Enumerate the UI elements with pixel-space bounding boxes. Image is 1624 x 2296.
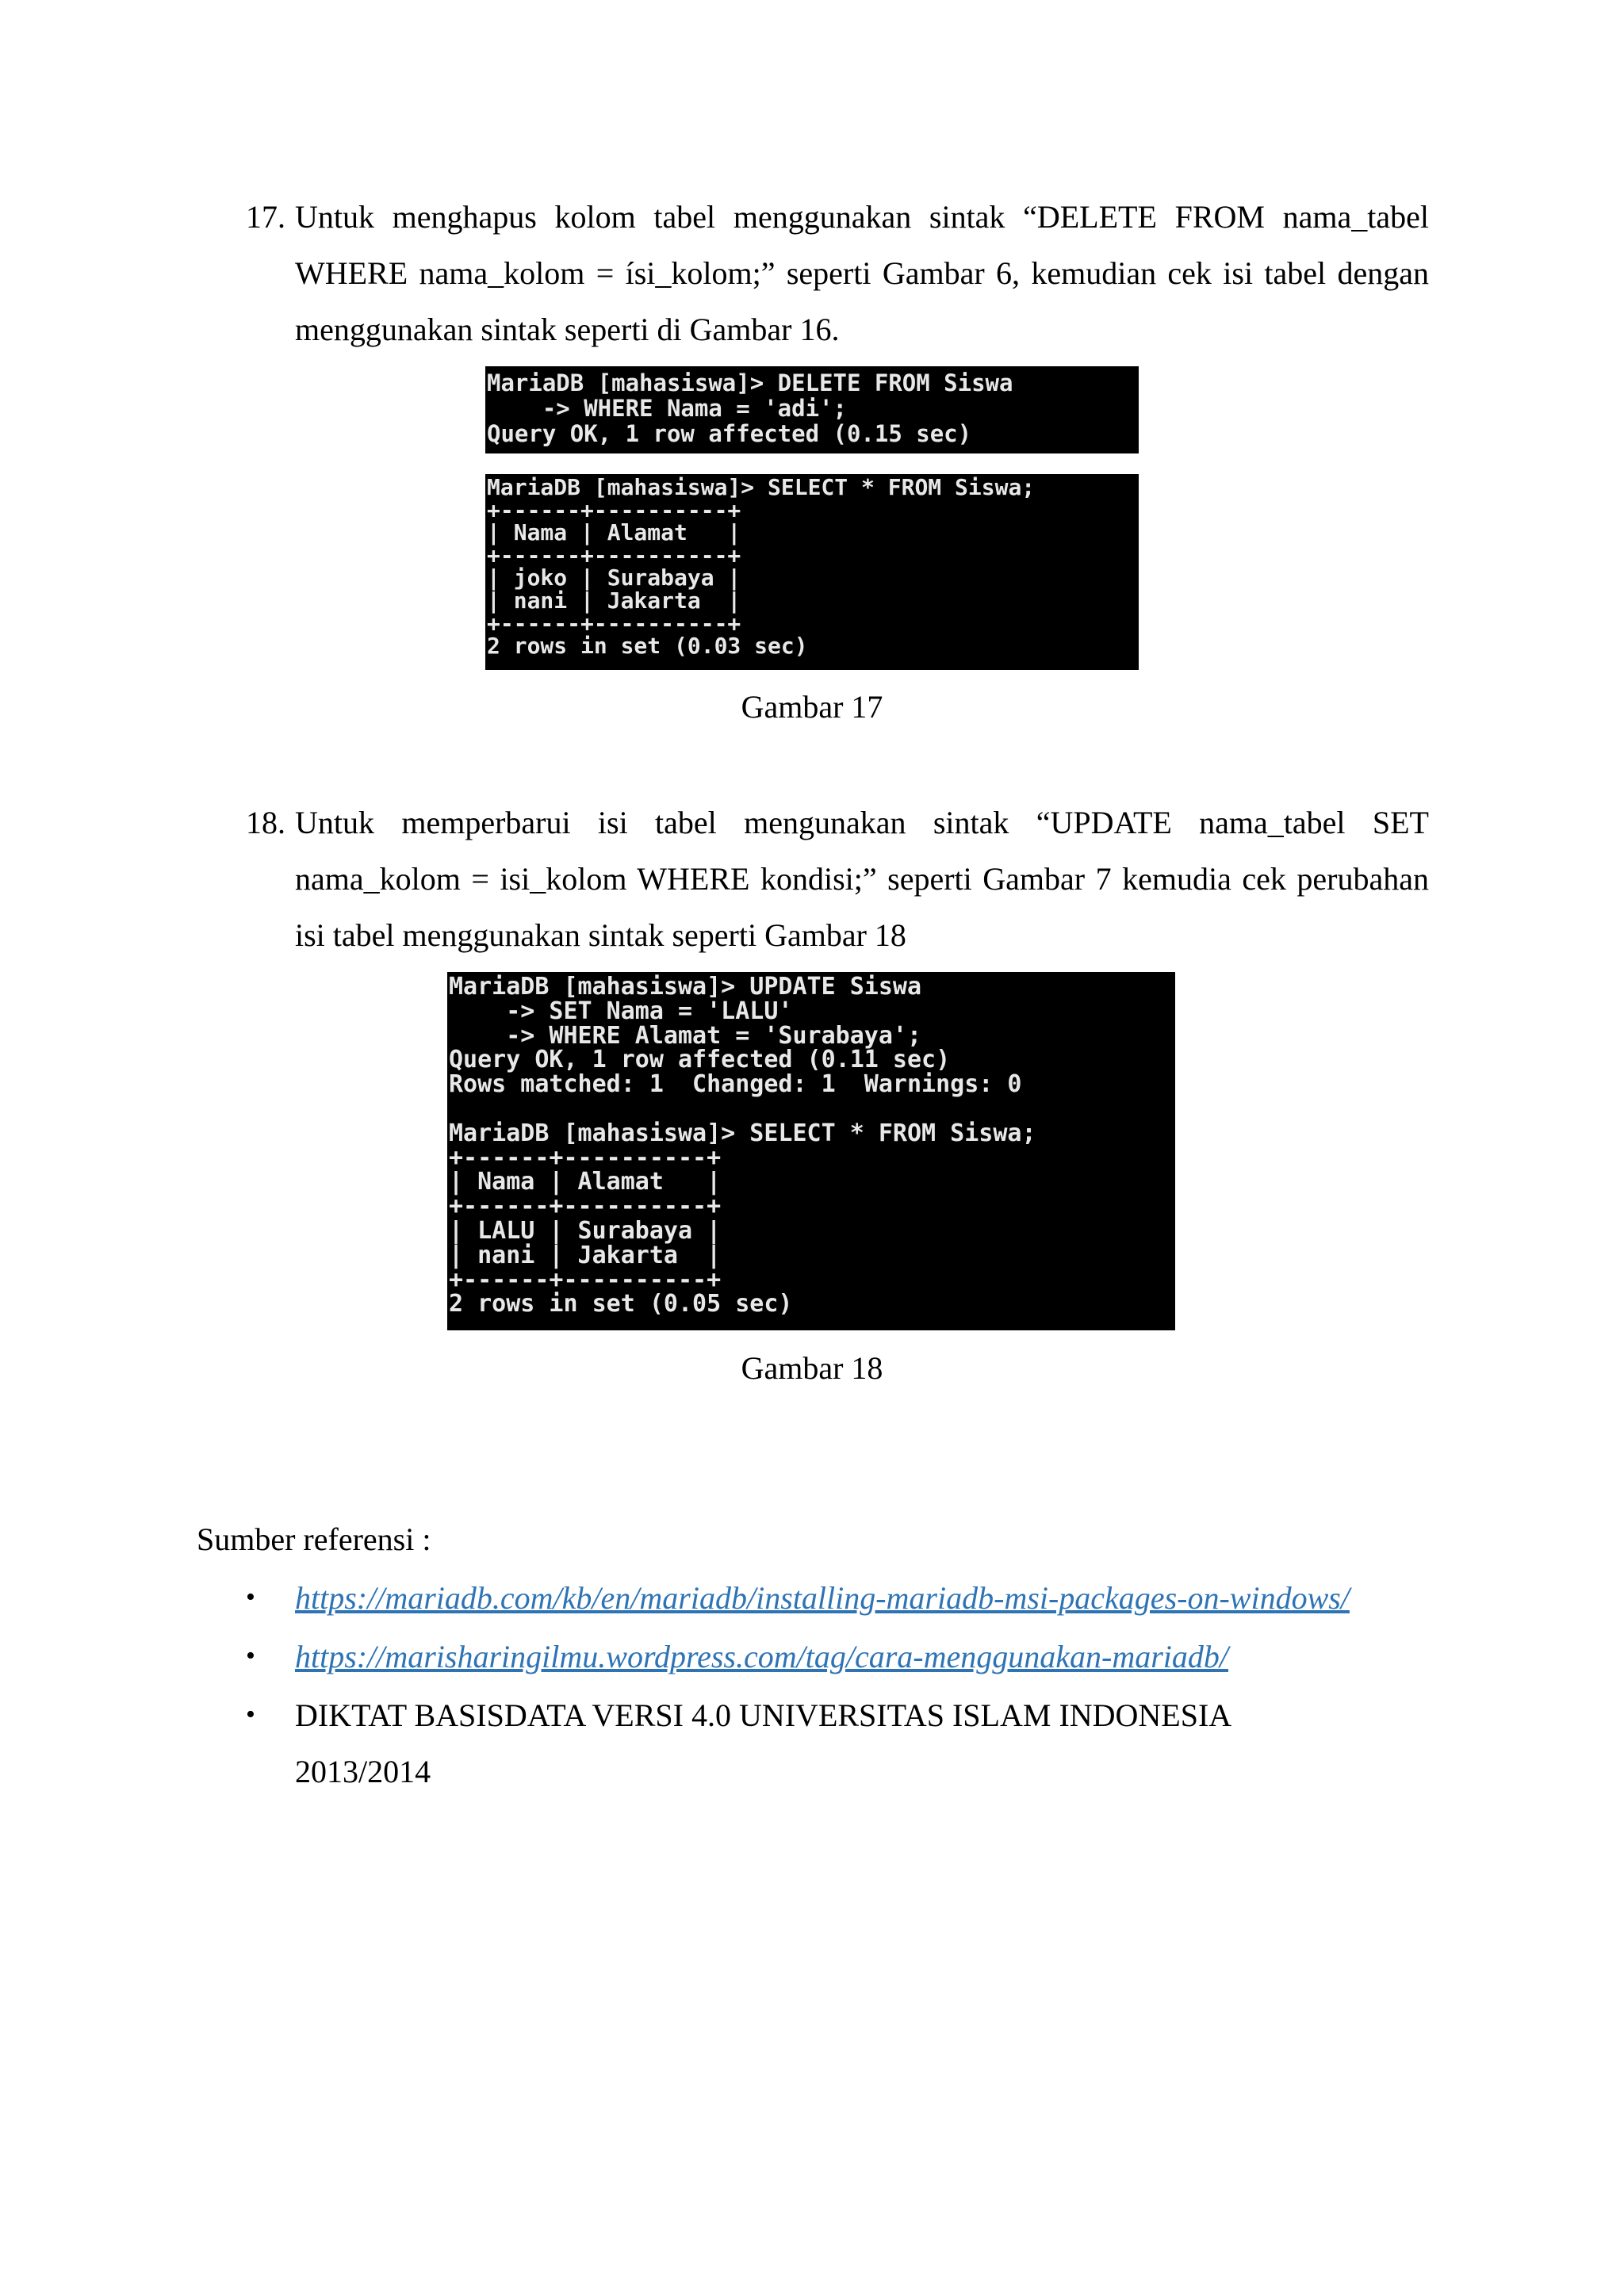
terminal-line: | Nama | Alamat | xyxy=(449,1168,722,1196)
step-18-line: Untuk memperbarui isi tabel mengunakan sintak “UPDATE nama_tabel SET xyxy=(295,805,1429,840)
bullet-icon: • xyxy=(246,1582,255,1612)
terminal-delete-screenshot xyxy=(485,366,1139,453)
terminal-line: MariaDB [mahasiswa]> DELETE FROM Siswa xyxy=(487,369,1013,396)
terminal-line: Query OK, 1 row affected (0.15 sec) xyxy=(487,420,972,447)
references-title: Sumber referensi : xyxy=(197,1521,431,1557)
terminal-line: Rows matched: 1 Changed: 1 Warnings: 0 xyxy=(449,1070,1022,1099)
figure-caption-17: Gambar 17 xyxy=(741,689,883,725)
reference-link-wordpress[interactable]: https://marisharingilmu.wordpress.com/tag/cara-menggunakan-mariadb/ xyxy=(295,1639,1229,1674)
terminal-line: +------+----------+ xyxy=(449,1192,722,1221)
reference-link-mariadb[interactable]: https://mariadb.com/kb/en/mariadb/installing-mariadb-msi-packages-on-windows/ xyxy=(295,1580,1350,1616)
terminal-line: +------+----------+ xyxy=(449,1143,722,1172)
terminal-line: +------+----------+ xyxy=(487,541,741,568)
terminal-update-screenshot xyxy=(447,972,1175,1330)
terminal-line: +------+----------+ xyxy=(487,496,741,523)
step-17-line: WHERE nama_kolom = ísi_kolom;” seperti Gambar 6, kemudian cek isi tabel dengan xyxy=(295,255,1429,291)
reference-book-line: 2013/2014 xyxy=(295,1754,431,1789)
terminal-line: MariaDB [mahasiswa]> SELECT * FROM Siswa; xyxy=(487,474,1036,500)
step-17-number: 17. xyxy=(246,199,285,235)
step-18-text xyxy=(295,794,1429,963)
terminal-line xyxy=(449,1097,1175,1122)
terminal-line: | joko | Surabaya | xyxy=(487,564,741,591)
terminal-line: +------+----------+ xyxy=(449,1265,722,1294)
terminal-select-screenshot xyxy=(485,474,1139,670)
reference-item-book xyxy=(295,1687,1231,1800)
terminal-line: | nani | Jakarta | xyxy=(487,587,741,614)
terminal-line: Query OK, 1 row affected (0.11 sec) xyxy=(449,1046,951,1074)
terminal-line: MariaDB [mahasiswa]> UPDATE Siswa xyxy=(449,973,922,1001)
reference-item xyxy=(295,1570,1350,1626)
terminal-line: -> SET Nama = 'LALU' xyxy=(449,997,793,1025)
step-18-line: nama_kolom = isi_kolom WHERE kondisi;” seperti Gambar 7 kemudia cek perubahan xyxy=(295,861,1429,897)
step-17-text xyxy=(295,189,1429,358)
terminal-line: +------+----------+ xyxy=(487,610,741,637)
reference-book-line: DIKTAT BASISDATA VERSI 4.0 UNIVERSITAS ISLAM INDONESIA xyxy=(295,1697,1232,1733)
terminal-line: 2 rows in set (0.03 sec) xyxy=(487,633,808,660)
terminal-line: MariaDB [mahasiswa]> SELECT * FROM Siswa; xyxy=(449,1119,1036,1147)
step-17-line: Untuk menghapus kolom tabel menggunakan sintak “DELETE FROM nama_tabel xyxy=(295,199,1429,235)
terminal-line: | nani | Jakarta | xyxy=(449,1241,722,1269)
step-17-line: menggunakan sintak seperti di Gambar 16. xyxy=(295,312,840,347)
step-18-number: 18. xyxy=(246,805,285,840)
terminal-line: | Nama | Alamat | xyxy=(487,519,741,546)
figure-caption-18: Gambar 18 xyxy=(741,1350,883,1386)
terminal-line: -> WHERE Alamat = 'Surabaya'; xyxy=(449,1021,922,1050)
terminal-line: -> WHERE Nama = 'adi'; xyxy=(487,395,847,422)
reference-item xyxy=(295,1628,1228,1685)
bullet-icon: • xyxy=(246,1641,255,1670)
step-18-line: isi tabel menggunakan sintak seperti Gambar 18 xyxy=(295,917,906,953)
terminal-line: 2 rows in set (0.05 sec) xyxy=(449,1290,793,1318)
bullet-icon: • xyxy=(246,1700,255,1729)
terminal-line: | LALU | Surabaya | xyxy=(449,1216,722,1245)
